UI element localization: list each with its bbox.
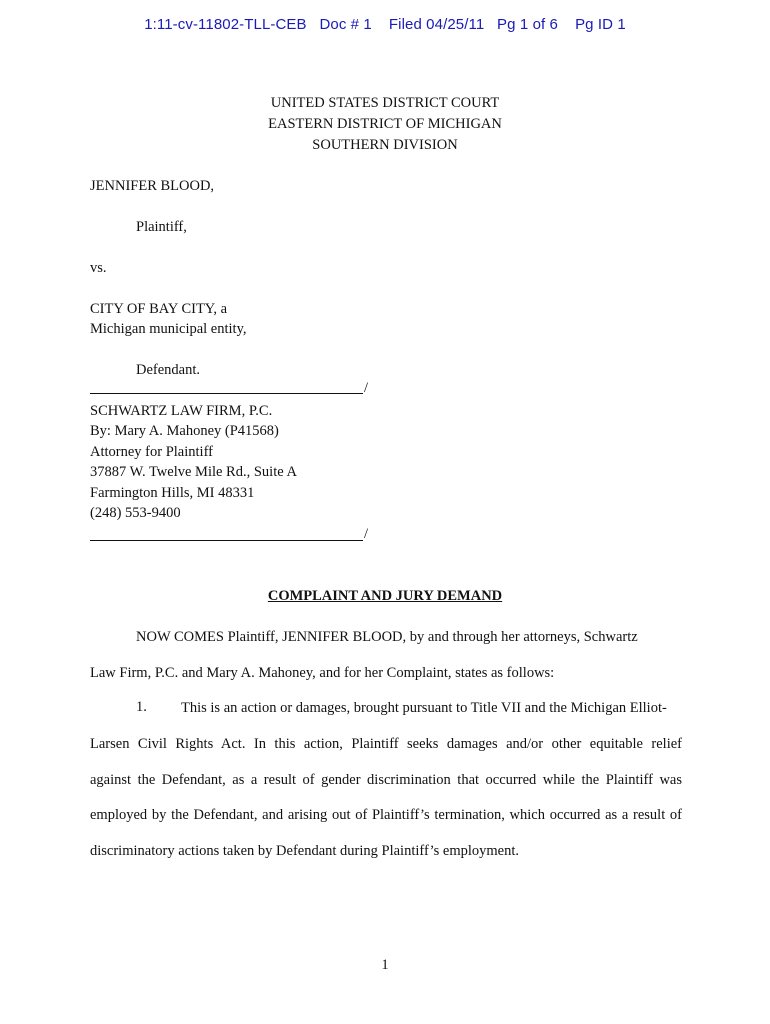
counsel-firm: SCHWARTZ LAW FIRM, P.C. (90, 403, 273, 419)
counsel-role: Attorney for Plaintiff (90, 444, 213, 460)
paragraph-1-line-3: against the Defendant, as a result of gender discrimination that occurred while the Plaintiff was (90, 772, 682, 788)
caption-divider-line (90, 393, 363, 394)
court-name: UNITED STATES DISTRICT COURT (270, 95, 500, 111)
intro-line-1: NOW COMES Plaintiff, JENNIFER BLOOD, by and through her attorneys, Schwartz (136, 629, 638, 645)
defendant-name: CITY OF BAY CITY, a (90, 301, 228, 317)
ecf-filing-stamp: 1:11-cv-11802-TLL-CEB Doc # 1 Filed 04/25/11 Pg 1 of 6 Pg ID 1 (144, 16, 626, 33)
defendant-description: Michigan municipal entity, (90, 321, 247, 337)
paragraph-1-line-1: This is an action or damages, brought pursuant to Title VII and the Michigan Elliot- (181, 700, 667, 716)
defendant-role: Defendant. (136, 362, 201, 378)
counsel-address-street: 37887 W. Twelve Mile Rd., Suite A (90, 464, 297, 480)
caption-divider-slash: / (364, 380, 369, 396)
versus-label: vs. (90, 260, 107, 276)
counsel-divider-line (90, 540, 363, 541)
plaintiff-name: JENNIFER BLOOD, (90, 178, 215, 194)
court-division: SOUTHERN DIVISION (312, 137, 458, 153)
paragraph-1-line-5: discriminatory actions taken by Defendant during Plaintiff’s employment. (90, 843, 519, 859)
counsel-phone: (248) 553-9400 (90, 505, 181, 521)
paragraph-1-line-4: employed by the Defendant, and arising out of Plaintiff’s termination, which occurred as a result of (90, 807, 682, 823)
paragraph-1-number: 1. (136, 699, 147, 715)
counsel-attorney: By: Mary A. Mahoney (P41568) (90, 423, 279, 439)
page-number: 1 (381, 957, 389, 973)
plaintiff-role: Plaintiff, (136, 219, 187, 235)
counsel-address-city: Farmington Hills, MI 48331 (90, 485, 255, 501)
counsel-divider-slash: / (364, 526, 369, 542)
intro-line-2: Law Firm, P.C. and Mary A. Mahoney, and for her Complaint, states as follows: (90, 665, 555, 681)
document-title: COMPLAINT AND JURY DEMAND (267, 588, 503, 604)
court-district: EASTERN DISTRICT OF MICHIGAN (268, 116, 502, 132)
paragraph-1-line-2: Larsen Civil Rights Act. In this action, Plaintiff seeks damages and/or other equitable relief (90, 736, 682, 752)
